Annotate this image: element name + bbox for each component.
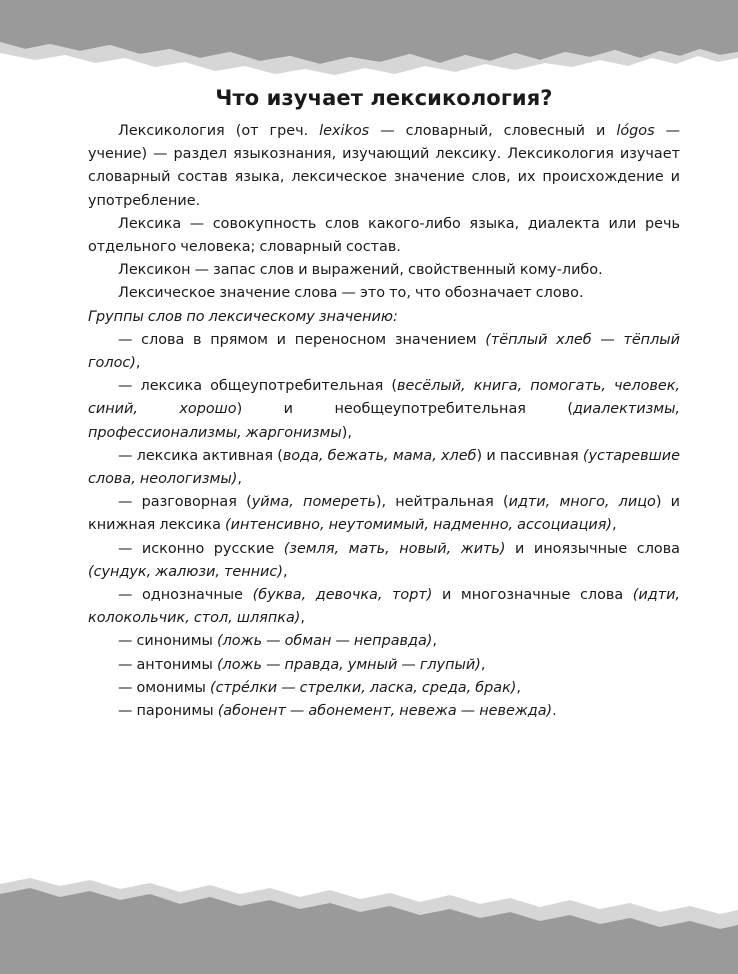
- text-run: ,: [300, 610, 305, 627]
- group-item-style: [88, 491, 680, 537]
- page-content: [88, 86, 680, 723]
- text-run: — исконно русские: [118, 540, 284, 557]
- text-run: — омонимы: [118, 679, 210, 696]
- group-item-direct-figurative: [88, 329, 680, 375]
- torn-paper-top-edge: [0, 0, 738, 90]
- text-run: и многозначные слова: [432, 587, 633, 604]
- text-run: — лексика активная (: [118, 447, 283, 464]
- text-run: ,: [135, 355, 141, 372]
- example-text: (сундук, жалюзи, теннис): [88, 563, 283, 580]
- term-lexikos: lexikos: [319, 123, 370, 139]
- example-text: (идти, колокольчик, стол, шляпка): [88, 587, 681, 627]
- example-text: (стрéлки — стрелки, ласка, среда, брак): [209, 679, 517, 696]
- text-run: Лексикология (от греч.: [118, 123, 320, 139]
- example-text: весёлый, книга, помогать, человек, синий, хорошо: [88, 378, 680, 418]
- group-item-paronyms: [88, 700, 680, 723]
- text-run: — учение) — раздел языкознания, изучающий лексику. Лексикология изучает словарный состав языка, лексическое значение слов, их происхождение и употребление.: [88, 123, 680, 209]
- text-run: ) и пассивная: [476, 447, 583, 464]
- group-item-native-foreign: [88, 538, 680, 584]
- group-item-mono-polysemous: [88, 584, 680, 630]
- text-run: Лексикон — запас слов и выражений, свойственный кому-либо.: [118, 262, 603, 279]
- text-run: Лексика — совокупность слов какого-либо языка, диалекта или речь отдельного человека; словарный состав.: [88, 215, 680, 256]
- group-item-homonyms: [88, 677, 680, 700]
- text-run: ,: [480, 656, 486, 673]
- example-text: (ложь — обман — неправда): [217, 633, 433, 650]
- group-item-common-uncommon: [88, 375, 680, 445]
- example-text: (устаревшие слова, неологизмы): [88, 447, 680, 488]
- text-run: и иноязычные слова: [505, 540, 680, 557]
- example-text: (ложь — правда, умный — глупый): [216, 656, 481, 673]
- term-logos: lógos: [616, 123, 655, 139]
- text-run: — лексика общеупотребительная (: [118, 378, 398, 395]
- text-run: ),: [341, 424, 352, 441]
- text-run: — паронимы: [118, 703, 218, 720]
- paragraph-lexicology-definition: [88, 120, 680, 213]
- text-run: ) и книжная лексика: [88, 494, 681, 534]
- paragraph-lexical-meaning: [88, 282, 680, 305]
- text-run: — слова в прямом и переносном значением: [118, 331, 486, 348]
- text-run: ,: [612, 517, 617, 534]
- example-text: уйма, помереть: [251, 494, 376, 511]
- text-run: — однозначные: [118, 587, 253, 604]
- text-run: — словарный, словесный и: [369, 123, 617, 139]
- torn-paper-bottom-edge: [0, 864, 738, 974]
- text-run: — синонимы: [118, 633, 217, 650]
- text-run: — разговорная (: [118, 494, 252, 511]
- text-run: ,: [282, 563, 288, 580]
- paragraph-lexikon-definition: [88, 259, 680, 282]
- example-text: (тёплый хлеб — тёплый голос): [88, 331, 680, 372]
- text-run: — антонимы: [118, 656, 217, 673]
- text-run: ,: [516, 679, 521, 696]
- group-item-synonyms: [88, 630, 680, 653]
- text-run: ,: [237, 471, 242, 488]
- page-title: Что изучает лексикология?: [215, 86, 553, 110]
- text-run: ), нейтральная (: [375, 494, 509, 511]
- text-run: ,: [432, 633, 437, 650]
- group-item-active-passive: [88, 445, 680, 491]
- example-text: (буква, девочка, торт): [252, 587, 433, 604]
- example-text: идти, много, лицо: [508, 494, 656, 511]
- example-text: (земля, мать, новый, жить): [283, 540, 506, 557]
- text-run: ) и необщеупотребительная (: [236, 401, 573, 418]
- text-run: .: [552, 703, 557, 720]
- paragraph-lexika-definition: [88, 213, 680, 259]
- example-text: вода, бежать, мама, хлеб: [282, 447, 477, 464]
- example-text: диалектизмы, профессионализмы, жаргонизмы: [88, 401, 681, 441]
- example-text: (абонент — абонемент, невежа — невежда): [217, 703, 553, 720]
- groups-heading: Группы слов по лексическому значению:: [88, 308, 398, 325]
- example-text: (интенсивно, неутомимый, надменно, ассоциация): [224, 517, 612, 534]
- text-run: Лексическое значение слова — это то, что обозначает слово.: [118, 285, 584, 302]
- group-item-antonyms: [88, 654, 680, 677]
